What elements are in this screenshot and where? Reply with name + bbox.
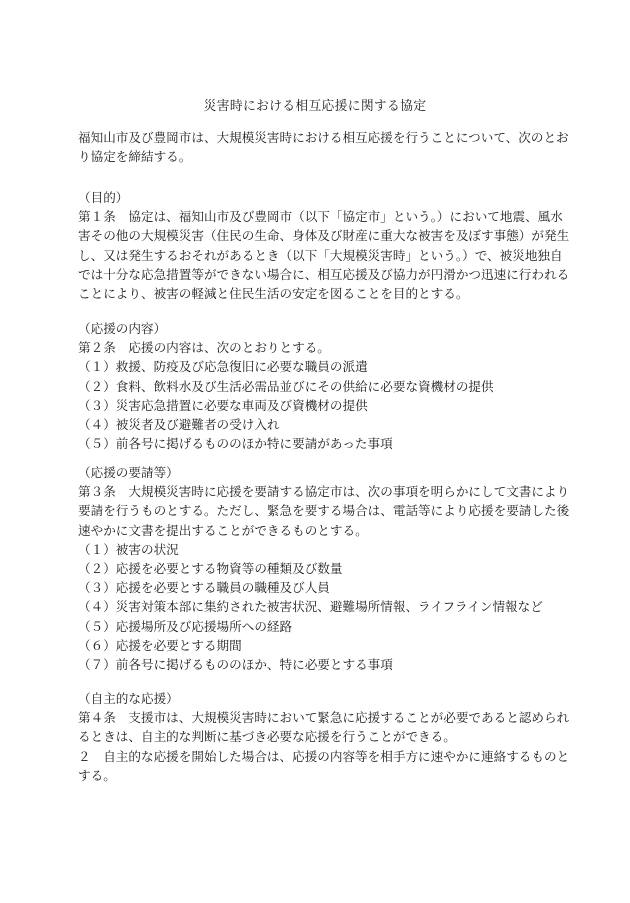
article-1-line: し、又は発生するおそれがあるとき（以下「大規模災害時」という。）で、被災地独自 — [78, 247, 563, 263]
article-4 — [78, 689, 570, 785]
article-3 — [78, 463, 570, 674]
preamble — [78, 128, 569, 166]
article-3-item: （７）前各号に掲げるもののほか、特に必要とする事項 — [78, 657, 393, 673]
article-3-item: （１）被害の状況 — [78, 541, 179, 557]
article-2 — [78, 319, 558, 453]
article-1-line: では十分な応急措置等ができない場合に、相互応援及び協力が円滑かつ迅速に行われる — [78, 266, 570, 282]
article-2-line: 第２条 応援の内容は、次のとおりとする。 — [78, 340, 330, 356]
article-2-item: （４）被災者及び避難者の受け入れ — [78, 417, 280, 433]
article-4-line: 第４条 支援市は、大規模災害時において緊急に応援することが必要であると認められ — [78, 710, 570, 726]
article-3-item: （２）応援を必要とする物資等の種類及び数量 — [78, 561, 343, 577]
article-3-item: （４）災害対策本部に集約された被害状況、避難場所情報、ライフライン情報など — [78, 599, 543, 615]
preamble-line: り協定を締結する。 — [78, 149, 192, 165]
article-1 — [78, 188, 570, 303]
article-1-line: 第１条 協定は、福知山市及び豊岡市（以下「協定市」という。）において地震、風水 — [78, 209, 563, 225]
article-4-line: るときは、自主的な判断に基づき必要な応援を行うことができる。 — [78, 729, 456, 745]
article-2-item: （５）前各号に掲げるもののほか特に要請があった事項 — [78, 436, 393, 452]
article-3-item: （６）応援を必要とする期間 — [78, 637, 242, 653]
article-3-item: （３）応援を必要とする職員の職種及び人員 — [78, 580, 330, 596]
article-2-item: （１）救援、防疫及び応急復旧に必要な職員の派遣 — [78, 359, 368, 375]
article-4-line: する。 — [78, 767, 116, 783]
article-1-line: ことにより、被害の軽減と住民生活の安定を図ることを目的とする。 — [78, 286, 469, 302]
article-4-line: ２ 自主的な応援を開始した場合は、応援の内容等を相手方に速やかに連絡するものと — [78, 748, 570, 764]
article-3-line: 第３条 大規模災害時に応援を要請する協定市は、次の事項を明らかにして文書により — [78, 484, 570, 500]
article-2-item: （３）災害応急措置に必要な車両及び資機材の提供 — [78, 397, 368, 413]
article-3-item: （５）応援場所及び応援場所への経路 — [78, 618, 293, 634]
article-3-line: 要請を行うものとする。ただし、緊急を要する場合は、電話等により応援を要請した後 — [78, 503, 570, 519]
article-4-heading: （自主的な応援） — [78, 691, 179, 706]
preamble-line: 福知山市及び豊岡市は、大規模災害時における相互応援を行うことについて、次のとお — [78, 130, 569, 145]
article-1-heading: （目的） — [78, 190, 129, 205]
article-2-item: （２）食料、飲料水及び生活必需品並びにその供給に必要な資機材の提供 — [78, 378, 494, 394]
article-3-heading: （応援の要請等） — [78, 465, 179, 480]
article-1-line: 害その他の大規模災害（住民の生命、身体及び財産に重大な被害を及ぼす事態）が発生 — [78, 228, 570, 244]
article-3-line: 速やかに文書を提出することができるものとする。 — [78, 522, 368, 538]
article-2-heading: （応援の内容） — [78, 321, 167, 336]
document-title: 災害時における相互応援に関する協定 — [203, 99, 427, 114]
